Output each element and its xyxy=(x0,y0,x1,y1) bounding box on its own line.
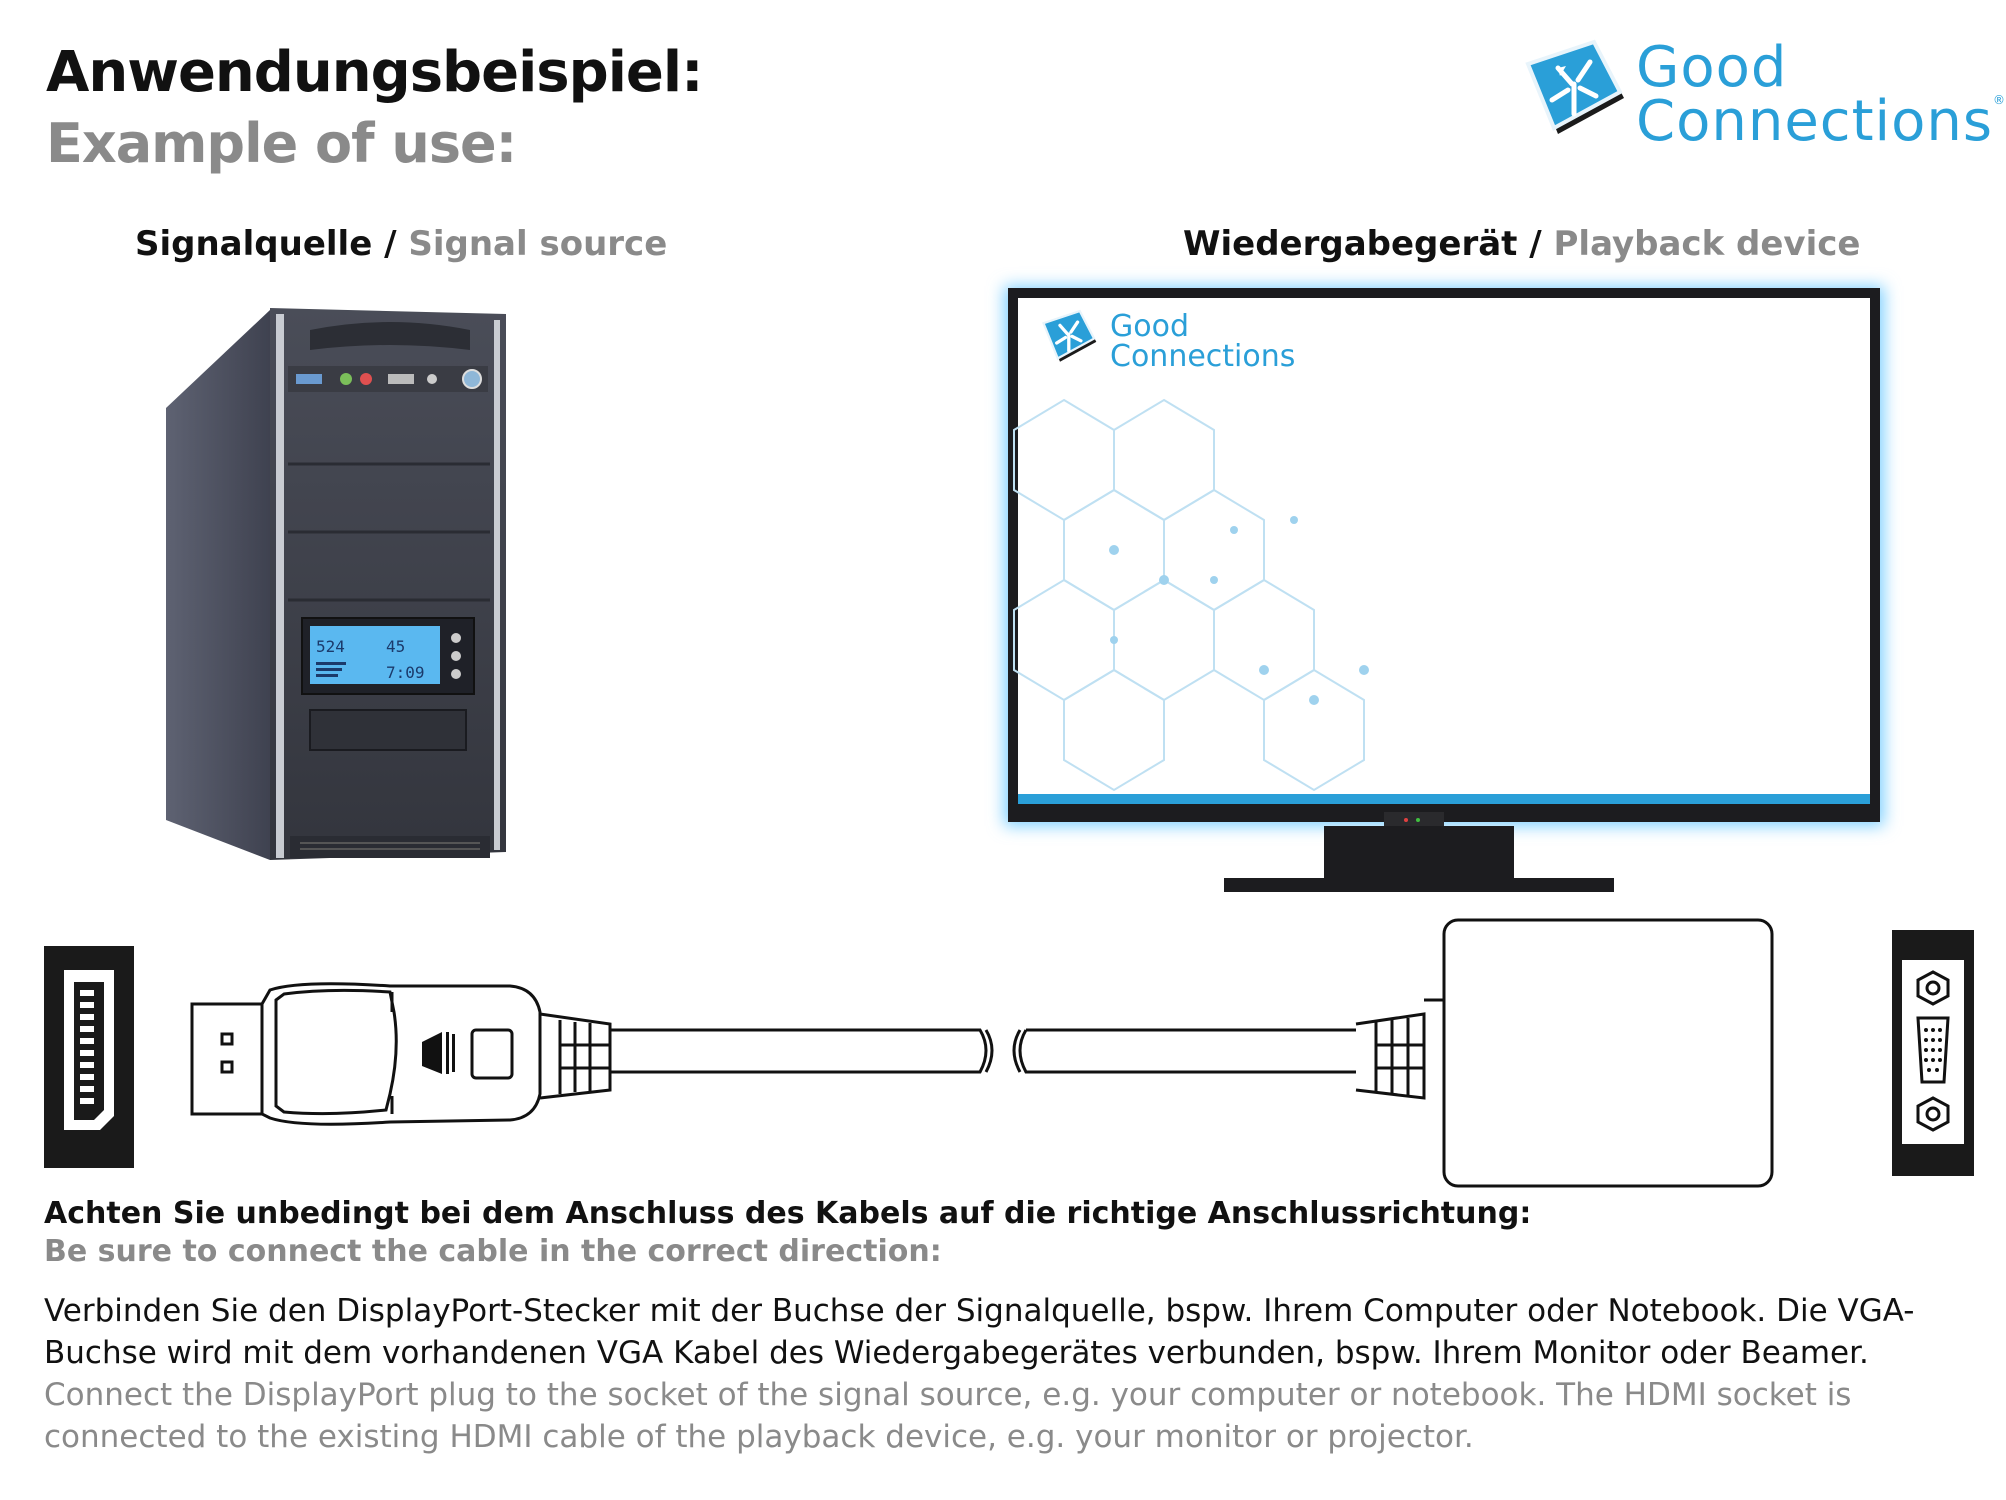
brand-wordmark xyxy=(1636,35,2006,154)
playback-device-label xyxy=(1183,224,1860,264)
playback-device-label-de: Wiedergabegerät xyxy=(1183,224,1518,264)
screen-logo-line2: Connections xyxy=(1110,339,1296,374)
time-readout: 7:09 xyxy=(386,663,425,682)
screen-logo-line1: Good xyxy=(1110,309,1189,344)
cable-segment-left xyxy=(610,1030,986,1072)
adapter-cable-drawing xyxy=(180,900,1830,1200)
fan-readout: 524 xyxy=(316,637,345,656)
label-separator: / xyxy=(1517,224,1554,264)
brand-line1: Good xyxy=(1636,35,1788,100)
screen-logo-wordmark xyxy=(1110,309,1296,374)
page-subtitle: Example of use: xyxy=(46,112,517,175)
signal-source-label xyxy=(135,224,667,264)
brand-logo-icon xyxy=(1518,40,1630,150)
signal-source-label-en: Signal source xyxy=(408,224,668,264)
cable-segment-right xyxy=(1020,1030,1356,1072)
brand-line2: Connections xyxy=(1636,89,1994,154)
brand-logo xyxy=(1518,35,2006,154)
instructions-heading-en: Be sure to connect the cable in the correct direction: xyxy=(44,1234,942,1269)
playback-device-label-en: Playback device xyxy=(1553,224,1861,264)
instructions-text-en: Connect the DisplayPort plug to the socket of the signal source, e.g. your computer or notebook. The HDMI socket is connected to the existing HDMI cable of the playback device, e.g. your monitor or projector. xyxy=(44,1377,1852,1455)
registered-mark: ® xyxy=(1993,93,2006,107)
temp-readout: 45 xyxy=(386,637,406,656)
displayport-socket-icon xyxy=(44,946,134,1168)
vga-socket-icon xyxy=(1892,930,1974,1176)
page-title: Anwendungsbeispiel: xyxy=(46,40,703,105)
label-separator: / xyxy=(372,224,409,264)
displayport-plug-housing xyxy=(262,984,540,1125)
vga-adapter-box xyxy=(1444,920,1772,1186)
plug-release-button xyxy=(472,1030,512,1078)
pc-tower-illustration xyxy=(160,300,520,870)
instructions-heading-de: Achten Sie unbedingt bei dem Anschluss des Kabels auf die richtige Anschlussrichtung: xyxy=(44,1196,1532,1231)
signal-source-label-de: Signalquelle xyxy=(135,224,373,264)
instructions-text-de: Verbinden Sie den DisplayPort-Stecker mit der Buchse der Signalquelle, bspw. Ihrem Computer oder Notebook. Die VGA-Buchse wird mit dem vorhandenen VGA Kabel des Wiedergabegerätes verbunden, bspw. Ihrem Monitor oder Beamer. xyxy=(44,1293,1915,1371)
displayport-plug-tip xyxy=(192,1004,262,1114)
